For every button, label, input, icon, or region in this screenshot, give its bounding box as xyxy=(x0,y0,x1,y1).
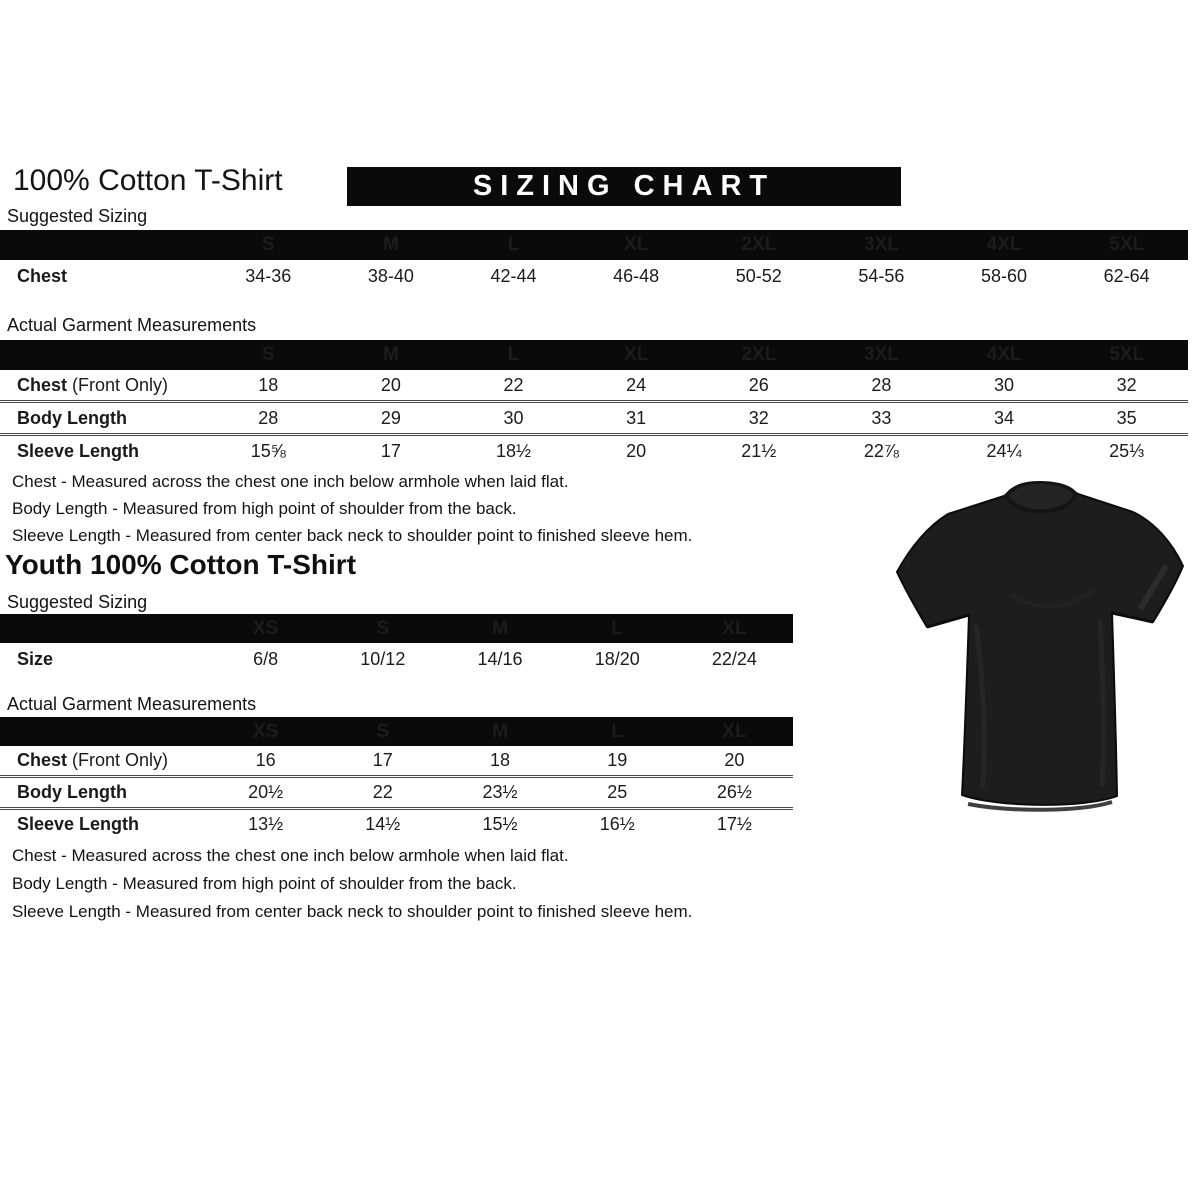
note-sleeve-length: Sleeve Length - Measured from center back neck to shoulder point to finished sleeve hem. xyxy=(12,526,693,545)
table-cell: 50-52 xyxy=(735,265,782,286)
row-label xyxy=(0,441,207,462)
column-header: XL xyxy=(722,617,747,639)
table-cell: 62-64 xyxy=(1103,265,1150,286)
row-label xyxy=(0,750,207,771)
table-cell: 15⅝ xyxy=(250,440,286,461)
column-header: XL xyxy=(624,234,649,255)
table-cell: 26½ xyxy=(716,782,752,802)
table-cell: 32 xyxy=(748,407,769,428)
table-cell: 25 xyxy=(607,782,628,802)
table-cell: 18½ xyxy=(496,440,532,461)
table-cell: 31 xyxy=(626,407,647,428)
table-cell: 17½ xyxy=(716,814,752,834)
table-cell: 28 xyxy=(871,374,892,395)
note-sleeve-length: Sleeve Length - Measured from center back neck to shoulder point to finished sleeve hem. xyxy=(12,902,693,921)
table-cell: 15½ xyxy=(482,814,518,834)
adult-actual-measurements-label: Actual Garment Measurements xyxy=(7,315,257,335)
row-label xyxy=(0,649,207,670)
table-row xyxy=(0,778,793,810)
table-cell: 16 xyxy=(255,750,276,770)
column-header: S xyxy=(376,617,390,639)
youth-actual-measurements-table xyxy=(0,717,793,839)
table-header-row xyxy=(0,230,1188,260)
table-cell: 20½ xyxy=(248,782,284,802)
row-label-suffix: (Front Only) xyxy=(67,374,169,395)
black-tshirt-image xyxy=(890,474,1190,822)
table-cell: 34-36 xyxy=(245,265,292,286)
column-header: 4XL xyxy=(986,344,1022,365)
table-cell: 22/24 xyxy=(711,648,757,669)
adult-actual-measurements-table xyxy=(0,340,1188,466)
table-cell: 24¼ xyxy=(986,440,1022,461)
row-label xyxy=(0,266,207,287)
column-header: 5XL xyxy=(1109,234,1145,255)
table-cell: 14½ xyxy=(365,814,401,834)
table-cell: 6/8 xyxy=(253,648,279,669)
column-header: XS xyxy=(252,617,279,639)
row-label xyxy=(0,375,207,396)
column-header: 3XL xyxy=(864,344,899,365)
row-label-text: Sleeve Length xyxy=(17,440,140,461)
column-header: 2XL xyxy=(741,234,777,255)
table-header-row xyxy=(0,340,1188,370)
table-cell: 23½ xyxy=(482,782,518,802)
table-cell: 38-40 xyxy=(367,265,414,286)
table-cell: 10/12 xyxy=(360,648,406,669)
column-header: 2XL xyxy=(741,344,777,365)
table-cell: 17 xyxy=(372,750,393,770)
row-label-suffix: (Front Only) xyxy=(67,750,169,770)
table-cell: 35 xyxy=(1116,407,1137,428)
table-cell: 28 xyxy=(258,407,279,428)
adult-measurement-notes xyxy=(12,468,692,549)
youth-actual-measurements-label: Actual Garment Measurements xyxy=(7,694,257,714)
column-header: 4XL xyxy=(986,234,1022,255)
row-label-text: Chest xyxy=(17,265,68,286)
note-chest: Chest - Measured across the chest one inch below armhole when laid flat. xyxy=(12,846,569,865)
column-header: S xyxy=(261,344,275,365)
column-header: L xyxy=(611,720,624,742)
table-cell: 19 xyxy=(607,750,628,770)
table-cell: 42-44 xyxy=(490,265,537,286)
column-header: S xyxy=(376,720,390,742)
youth-measurement-notes xyxy=(12,842,692,926)
table-cell: 54-56 xyxy=(858,265,905,286)
row-label-text: Chest xyxy=(17,374,68,395)
column-header: 5XL xyxy=(1109,344,1145,365)
table-row xyxy=(0,810,793,839)
row-label-text: Size xyxy=(17,648,54,669)
column-header: M xyxy=(492,617,508,639)
column-header: XL xyxy=(722,720,747,742)
column-header: L xyxy=(507,234,520,255)
table-cell: 25⅓ xyxy=(1109,440,1145,461)
note-body-length: Body Length - Measured from high point of shoulder from the back. xyxy=(12,499,517,518)
table-row xyxy=(0,260,1188,292)
table-header-row xyxy=(0,614,793,643)
row-label xyxy=(0,814,207,835)
table-cell: 58-60 xyxy=(981,265,1028,286)
table-header-row xyxy=(0,717,793,746)
table-cell: 32 xyxy=(1116,374,1137,395)
row-label-text: Sleeve Length xyxy=(17,814,140,834)
table-cell: 22⅞ xyxy=(863,440,899,461)
table-cell: 24 xyxy=(626,374,647,395)
table-cell: 13½ xyxy=(248,814,284,834)
column-header: L xyxy=(507,344,520,365)
table-cell: 46-48 xyxy=(613,265,660,286)
youth-section-title: Youth 100% Cotton T-Shirt xyxy=(5,549,357,580)
row-label xyxy=(0,782,207,803)
column-header: XL xyxy=(624,344,649,365)
table-row xyxy=(0,403,1188,436)
table-row xyxy=(0,370,1188,403)
table-cell: 22 xyxy=(372,782,393,802)
table-cell: 33 xyxy=(871,407,892,428)
table-cell: 30 xyxy=(503,407,524,428)
note-chest: Chest - Measured across the chest one inch below armhole when laid flat. xyxy=(12,472,569,491)
column-header: 3XL xyxy=(864,234,899,255)
table-cell: 21½ xyxy=(741,440,777,461)
row-label-text: Body Length xyxy=(17,407,127,428)
column-header: XS xyxy=(252,720,279,742)
table-cell: 26 xyxy=(748,374,769,395)
row-label-text: Body Length xyxy=(17,782,127,802)
column-header: S xyxy=(261,234,275,255)
table-cell: 20 xyxy=(724,750,745,770)
table-cell: 20 xyxy=(626,440,647,461)
table-cell: 34 xyxy=(994,407,1015,428)
row-label xyxy=(0,408,207,429)
table-cell: 30 xyxy=(994,374,1015,395)
note-body-length: Body Length - Measured from high point of shoulder from the back. xyxy=(12,874,517,893)
youth-suggested-sizing-table xyxy=(0,614,793,675)
table-cell: 22 xyxy=(503,374,524,395)
table-cell: 17 xyxy=(380,440,401,461)
column-header: M xyxy=(383,344,399,365)
table-cell: 18 xyxy=(258,374,279,395)
column-header: M xyxy=(492,720,508,742)
table-row xyxy=(0,746,793,778)
table-cell: 14/16 xyxy=(477,648,523,669)
table-row xyxy=(0,436,1188,466)
sizing-chart-banner xyxy=(347,167,901,206)
sizing-chart-banner-label: SIZING CHART xyxy=(472,170,776,202)
adult-suggested-sizing-table xyxy=(0,230,1188,292)
table-row xyxy=(0,643,793,675)
table-cell: 16½ xyxy=(599,814,635,834)
youth-suggested-sizing-label: Suggested Sizing xyxy=(7,592,148,612)
tshirt-graphic xyxy=(890,474,1190,822)
row-label-text: Chest xyxy=(17,750,68,770)
table-cell: 18/20 xyxy=(594,648,640,669)
page-title: 100% Cotton T-Shirt xyxy=(13,164,283,197)
table-cell: 29 xyxy=(380,407,401,428)
table-cell: 18 xyxy=(489,750,511,770)
table-cell: 20 xyxy=(380,374,401,395)
column-header: L xyxy=(611,617,624,639)
adult-suggested-sizing-label: Suggested Sizing xyxy=(7,206,148,226)
column-header: M xyxy=(383,234,399,255)
